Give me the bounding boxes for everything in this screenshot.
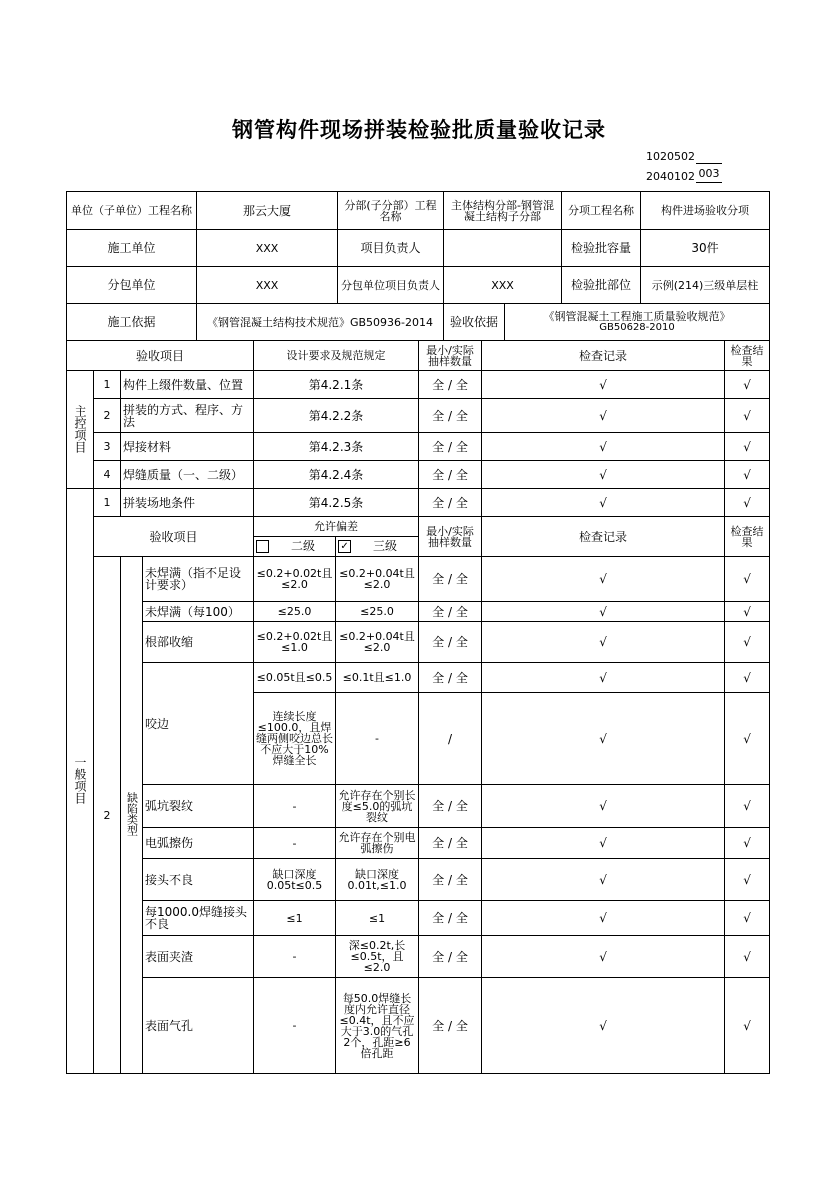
item-sample: 全 / 全: [419, 433, 482, 461]
form-code-2-suffix: 003: [696, 167, 722, 183]
col-header-design: 设计要求及规范规定: [254, 341, 419, 371]
defect-grade3: ≤25.0: [336, 602, 419, 622]
col-header-item: 验收项目: [67, 341, 254, 371]
row-no: 2: [94, 399, 121, 433]
row-no: 3: [94, 433, 121, 461]
group-no: 2: [94, 557, 121, 1074]
subcontractor-label: 分包单位: [67, 267, 197, 304]
defect-record: √: [482, 663, 725, 693]
acceptance-basis-value-line1: 《钢管混凝土工程施工质量验收规范》: [543, 310, 731, 323]
construction-basis-label: 施工依据: [67, 304, 197, 341]
acceptance-basis-value-line2: GB50628-2010: [599, 322, 675, 333]
row-no: 1: [94, 489, 121, 517]
defect-sample: 全 / 全: [419, 557, 482, 602]
defect-grade3: 允许存在个别电弧擦伤: [336, 828, 419, 859]
defect-grade3: ≤0.2+0.04t且≤2.0: [336, 557, 419, 602]
item-result: √: [725, 433, 770, 461]
defect-sample: 全 / 全: [419, 663, 482, 693]
col-header-sample-2: 最小/实际抽样数量: [419, 517, 482, 557]
grade2-checkbox[interactable]: [256, 540, 269, 553]
col-header-result: 检查结果: [725, 341, 770, 371]
defect-grade2: ≤0.2+0.02t且≤1.0: [254, 622, 336, 663]
defect-sample: 全 / 全: [419, 622, 482, 663]
defect-grade2: 缺口深度0.05t≤0.5: [254, 859, 336, 901]
table-row: [67, 901, 770, 936]
defect-sample: 全 / 全: [419, 785, 482, 828]
defect-sample: 全 / 全: [419, 978, 482, 1074]
row-no: 4: [94, 461, 121, 489]
defect-type-label: 缺陷类型: [121, 557, 143, 1074]
form-code-1-blank: [696, 148, 722, 164]
table-row: [67, 433, 770, 461]
defect-name: 咬边: [143, 663, 254, 785]
table-row: [67, 978, 770, 1074]
project-manager-value: [444, 230, 562, 267]
acceptance-basis-label: 验收依据: [444, 304, 505, 340]
defect-grade3: 深≤0.2t,长≤0.5t，且≤2.0: [336, 936, 419, 978]
item-spec: 第4.2.4条: [254, 461, 419, 489]
defect-result: √: [725, 936, 770, 978]
defect-sample: 全 / 全: [419, 936, 482, 978]
defect-sample: 全 / 全: [419, 901, 482, 936]
defect-record: √: [482, 622, 725, 663]
table-row: [67, 936, 770, 978]
table-row: [67, 461, 770, 489]
item-sample: 全 / 全: [419, 461, 482, 489]
defect-grade3: ≤0.2+0.04t且≤2.0: [336, 622, 419, 663]
table-row: [67, 489, 770, 517]
item-result: √: [725, 461, 770, 489]
page-title: 钢管构件现场拼装检验批质量验收记录: [232, 117, 606, 142]
table-row: [67, 557, 770, 602]
table-row: [67, 399, 770, 433]
col-header-tolerance: 允许偏差: [254, 517, 419, 537]
defect-result: √: [725, 663, 770, 693]
defect-sample: /: [419, 693, 482, 785]
defect-name: 根部收缩: [143, 622, 254, 663]
acceptance-basis-cell: [444, 304, 770, 341]
table-row: [67, 859, 770, 901]
sub-pm-label: 分包单位项目负责人: [338, 267, 444, 304]
table-row: [67, 828, 770, 859]
main-control-label: 主控项目: [67, 371, 94, 489]
form-code-2: 2040102: [646, 170, 695, 183]
header-table: [66, 191, 770, 341]
defect-result: √: [725, 859, 770, 901]
defect-record: √: [482, 828, 725, 859]
defect-record: √: [482, 978, 725, 1074]
defect-grade3: ≤1: [336, 901, 419, 936]
item-spec: 第4.2.2条: [254, 399, 419, 433]
defect-name: 未焊满（每100）: [143, 602, 254, 622]
item-name: 拼装的方式、程序、方法: [121, 399, 254, 433]
defect-grade2: -: [254, 785, 336, 828]
project-manager-label: 项目负责人: [338, 230, 444, 267]
col-header-record-2: 检查记录: [482, 517, 725, 557]
col-header-result-2: 检查结果: [725, 517, 770, 557]
table-row: [67, 622, 770, 663]
defect-record: √: [482, 901, 725, 936]
table-row: [67, 785, 770, 828]
table-row: [67, 371, 770, 399]
defect-grade3: 缺口深度0.01t,≤1.0: [336, 859, 419, 901]
item-name: 焊接材料: [121, 433, 254, 461]
grade3-option[interactable]: [336, 537, 419, 557]
defect-grade2: ≤0.05t且≤0.5: [254, 663, 336, 693]
defect-result: √: [725, 978, 770, 1074]
defect-grade2: -: [254, 828, 336, 859]
item-name: 焊缝质量（一、二级）: [121, 461, 254, 489]
defect-sample: 全 / 全: [419, 859, 482, 901]
defect-record: √: [482, 602, 725, 622]
item-project-label: 分项工程名称: [562, 192, 641, 230]
defect-name: 电弧擦伤: [143, 828, 254, 859]
unit-label: 单位（子单位）工程名称: [67, 192, 197, 230]
batch-capacity-label: 检验批容量: [562, 230, 641, 267]
item-spec: 第4.2.3条: [254, 433, 419, 461]
builder-value: XXX: [197, 230, 338, 267]
item-name: 构件上缀件数量、位置: [121, 371, 254, 399]
defect-record: √: [482, 859, 725, 901]
batch-location-label: 检验批部位: [562, 267, 641, 304]
item-sample: 全 / 全: [419, 399, 482, 433]
form-code-1: 1020502: [646, 150, 695, 163]
subcontractor-value: XXX: [197, 267, 338, 304]
item-result: √: [725, 371, 770, 399]
defect-record: √: [482, 693, 725, 785]
batch-capacity-value: 30件: [641, 230, 770, 267]
defect-name: 每1000.0焊缝接头不良: [143, 901, 254, 936]
defect-name: 表面夹渣: [143, 936, 254, 978]
sub-pm-value: XXX: [444, 267, 562, 304]
defect-grade2: ≤1: [254, 901, 336, 936]
grade3-checkbox[interactable]: ✓: [338, 540, 351, 553]
acceptance-basis-value: [505, 311, 769, 333]
defect-name: 弧坑裂纹: [143, 785, 254, 828]
item-result: √: [725, 489, 770, 517]
defect-grade3: -: [336, 693, 419, 785]
defect-record: √: [482, 936, 725, 978]
subdivision-label: 分部(子分部）工程名称: [338, 192, 444, 230]
defect-grade3: 每50.0焊缝长度内允许直径≤0.4t，且不应大于3.0的气孔2个，孔距≥6倍孔距: [336, 978, 419, 1074]
defect-grade2: ≤25.0: [254, 602, 336, 622]
item-sample: 全 / 全: [419, 489, 482, 517]
col-header-sample: 最小/实际抽样数量: [419, 341, 482, 371]
defect-name: 表面气孔: [143, 978, 254, 1074]
defect-sample: 全 / 全: [419, 602, 482, 622]
defect-result: √: [725, 901, 770, 936]
item-record: √: [482, 371, 725, 399]
construction-basis-value: 《钢管混凝土结构技术规范》GB50936-2014: [197, 304, 444, 341]
inspection-table: [66, 340, 770, 1074]
defect-result: √: [725, 602, 770, 622]
defect-result: √: [725, 557, 770, 602]
defect-record: √: [482, 557, 725, 602]
general-items-label: 一般项目: [67, 489, 94, 1074]
table-row: [67, 663, 770, 693]
defect-name: 接头不良: [143, 859, 254, 901]
row-no: 1: [94, 371, 121, 399]
item-record: √: [482, 399, 725, 433]
defect-grade3: ≤0.1t且≤1.0: [336, 663, 419, 693]
item-project-value: 构件进场验收分项: [641, 192, 770, 230]
table-row: [67, 602, 770, 622]
item-name: 拼装场地条件: [121, 489, 254, 517]
item-result: √: [725, 399, 770, 433]
batch-location-value: 示例(214)三级单层柱: [641, 267, 770, 304]
grade3-label: 三级: [373, 539, 398, 553]
defect-name: 未焊满（指不足设计要求）: [143, 557, 254, 602]
col-header-item-2: 验收项目: [94, 517, 254, 557]
item-spec: 第4.2.1条: [254, 371, 419, 399]
builder-label: 施工单位: [67, 230, 197, 267]
defect-grade2: ≤0.2+0.02t且≤2.0: [254, 557, 336, 602]
item-record: √: [482, 461, 725, 489]
defect-result: √: [725, 828, 770, 859]
unit-value: 那云大厦: [197, 192, 338, 230]
defect-result: √: [725, 622, 770, 663]
item-record: √: [482, 433, 725, 461]
defect-result: √: [725, 785, 770, 828]
defect-record: √: [482, 785, 725, 828]
defect-grade2: -: [254, 978, 336, 1074]
defect-grade2: -: [254, 936, 336, 978]
grade2-label: 二级: [291, 539, 316, 553]
item-sample: 全 / 全: [419, 371, 482, 399]
defect-sample: 全 / 全: [419, 828, 482, 859]
defect-grade3: 允许存在个别长度≤5.0的弧坑裂纹: [336, 785, 419, 828]
item-spec: 第4.2.5条: [254, 489, 419, 517]
item-record: √: [482, 489, 725, 517]
subdivision-value: 主体结构分部-钢管混凝土结构子分部: [444, 192, 562, 230]
col-header-record: 检查记录: [482, 341, 725, 371]
grade2-option[interactable]: [254, 537, 336, 557]
defect-result: √: [725, 693, 770, 785]
defect-grade2: 连续长度≤100.0，且焊缝两侧咬边总长不应大于10%焊缝全长: [254, 693, 336, 785]
